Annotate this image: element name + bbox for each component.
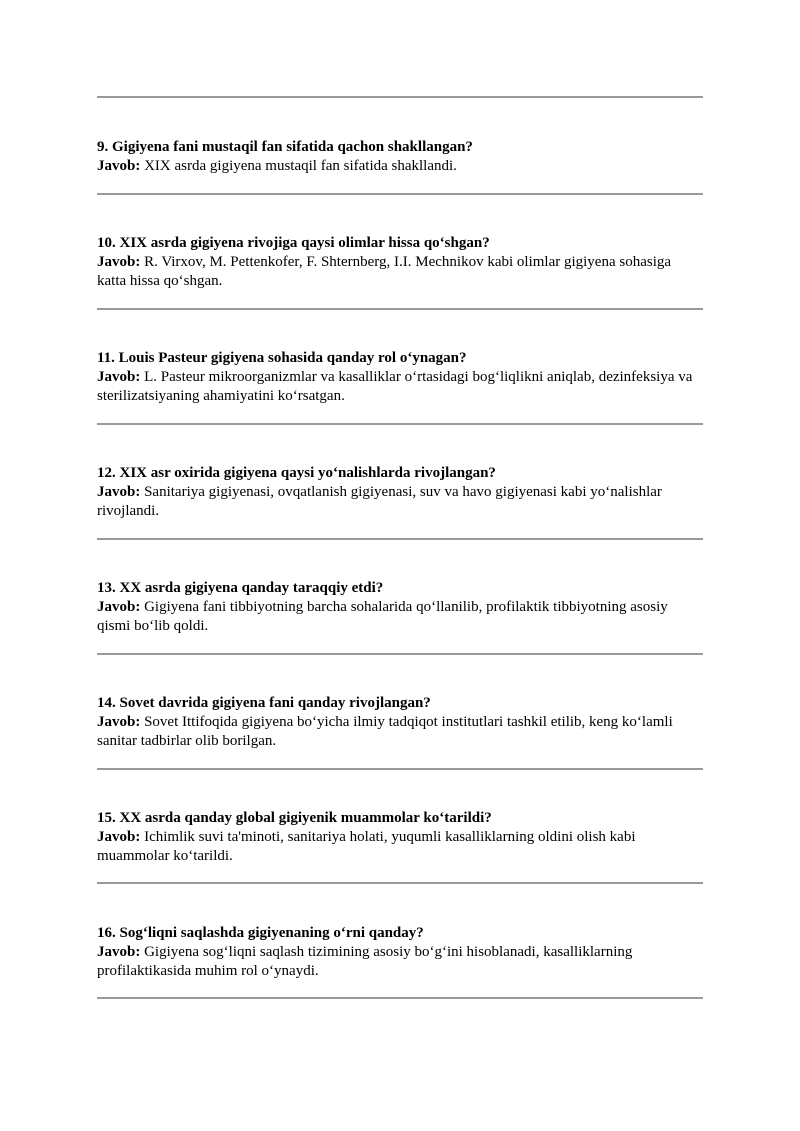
answer-text bbox=[97, 157, 703, 176]
answer-label: Javob: bbox=[97, 484, 141, 500]
answer-text bbox=[97, 943, 703, 981]
horizontal-rule bbox=[97, 538, 703, 540]
answer-body: R. Virxov, M. Pettenkofer, F. Shternberg, I.I. Mechnikov kabi olimlar gigiyena sohasiga katta hissa qo‘shgan. bbox=[97, 254, 672, 289]
answer-label: Javob: bbox=[97, 158, 141, 174]
question-text: 13. XX asrda gigiyena qanday taraqqiy etdi? bbox=[97, 580, 384, 596]
answer-label: Javob: bbox=[97, 254, 141, 270]
horizontal-rule bbox=[97, 96, 703, 98]
question-text: 15. XX asrda qanday global gigiyenik muammolar ko‘tarildi? bbox=[97, 810, 492, 826]
answer-body: Sanitariya gigiyenasi, ovqatlanish gigiyenasi, suv va havo gigiyenasi kabi yo‘nalishlar rivojlandi. bbox=[97, 484, 662, 519]
qa-item bbox=[97, 234, 703, 291]
answer-body: Ichimlik suvi ta'minoti, sanitariya holati, yuqumli kasalliklarning oldini olish kabi muammolar ko‘tarildi. bbox=[97, 829, 636, 864]
horizontal-rule bbox=[97, 768, 703, 770]
answer-text bbox=[97, 368, 703, 406]
answer-body: Gigiyena fani tibbiyotning barcha sohalarida qo‘llanilib, profilaktik tibbiyotning asosiy qismi bo‘lib qoldi. bbox=[97, 599, 668, 634]
answer-body: L. Pasteur mikroorganizmlar va kasalliklar o‘rtasidagi bog‘liqlikni aniqlab, dezinfeksiya va sterilizatsiyaning ahamiyatini ko‘rsatgan. bbox=[97, 369, 693, 404]
question-text: 9. Gigiyena fani mustaqil fan sifatida qachon shakllangan? bbox=[97, 139, 473, 155]
answer-text bbox=[97, 483, 703, 521]
qa-item bbox=[97, 809, 703, 866]
answer-body: XIX asrda gigiyena mustaqil fan sifatida shakllandi. bbox=[140, 158, 457, 174]
answer-label: Javob: bbox=[97, 369, 141, 385]
answer-label: Javob: bbox=[97, 829, 141, 845]
answer-text bbox=[97, 828, 703, 866]
horizontal-rule bbox=[97, 653, 703, 655]
answer-label: Javob: bbox=[97, 599, 141, 615]
answer-text bbox=[97, 713, 703, 751]
question-text: 16. Sog‘liqni saqlashda gigiyenaning o‘rni qanday? bbox=[97, 925, 424, 941]
horizontal-rule bbox=[97, 308, 703, 310]
qa-item bbox=[97, 138, 703, 176]
qa-item bbox=[97, 579, 703, 636]
answer-body: Gigiyena sog‘liqni saqlash tizimining asosiy bo‘g‘ini hisoblanadi, kasalliklarning profilaktikasida muhim rol o‘ynaydi. bbox=[97, 944, 633, 979]
horizontal-rule bbox=[97, 423, 703, 425]
horizontal-rule bbox=[97, 997, 703, 999]
qa-item bbox=[97, 694, 703, 751]
qa-item bbox=[97, 464, 703, 521]
question-text: 14. Sovet davrida gigiyena fani qanday rivojlangan? bbox=[97, 695, 431, 711]
answer-body: Sovet Ittifoqida gigiyena bo‘yicha ilmiy tadqiqot institutlari tashkil etilib, keng ko‘lamli sanitar tadbirlar olib borilgan. bbox=[97, 714, 673, 749]
answer-label: Javob: bbox=[97, 714, 141, 730]
question-text: 10. XIX asrda gigiyena rivojiga qaysi olimlar hissa qo‘shgan? bbox=[97, 235, 490, 251]
horizontal-rule bbox=[97, 882, 703, 884]
qa-item bbox=[97, 349, 703, 406]
question-text: 12. XIX asr oxirida gigiyena qaysi yo‘nalishlarda rivojlangan? bbox=[97, 465, 496, 481]
answer-text bbox=[97, 598, 703, 636]
answer-label: Javob: bbox=[97, 944, 141, 960]
question-text: 11. Louis Pasteur gigiyena sohasida qanday rol o‘ynagan? bbox=[97, 350, 467, 366]
answer-text bbox=[97, 253, 703, 291]
qa-item bbox=[97, 924, 703, 981]
horizontal-rule bbox=[97, 193, 703, 195]
